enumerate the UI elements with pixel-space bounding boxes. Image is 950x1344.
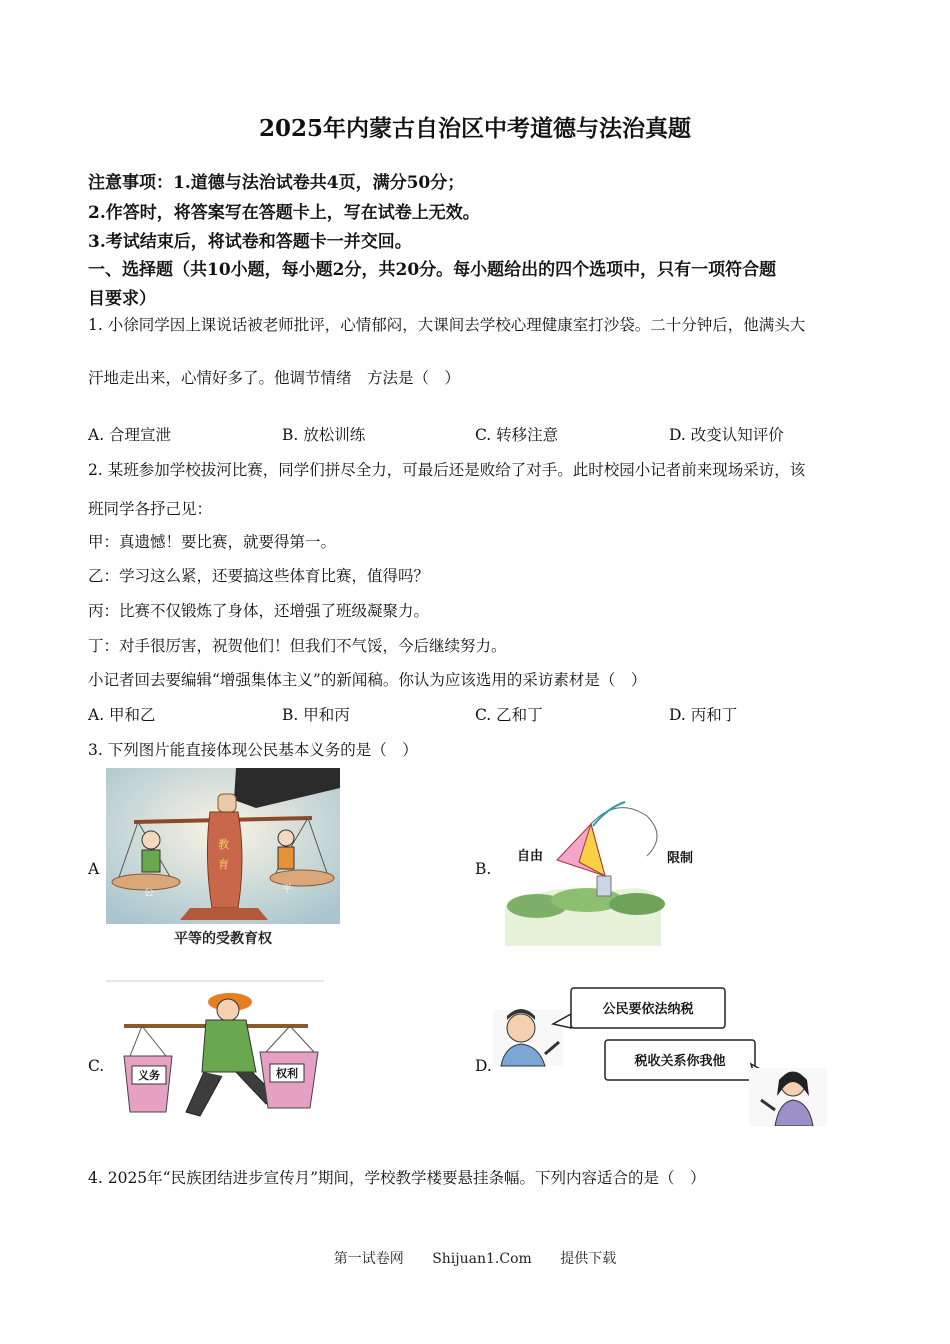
figure-a-word-ping: 平 [282, 884, 292, 895]
figure-b-restriction-label: 限制 [667, 851, 694, 866]
section-header-line2: 目要求） [88, 289, 156, 309]
q2-opinion-bing: 丙：比赛不仅锻炼了身体，还增强了班级凝聚力。 [88, 602, 430, 620]
q2-option-c: C. 乙和丁 [475, 706, 543, 724]
q3-label-a: A [88, 860, 100, 878]
q3-stem: 3. 下列图片能直接体现公民基本义务的是（ ） [88, 741, 418, 759]
figure-a-word-yu: 育 [218, 859, 229, 871]
q2-stem-line2: 班同学各抒己见： [88, 500, 213, 518]
figure-b-freedom-label: 自由 [517, 849, 544, 864]
note-1: 注意事项：1.道德与法治试卷共4页，满分50分； [88, 173, 465, 193]
q2-option-b: B. 甲和丙 [282, 706, 350, 724]
q2-stem-line1: 2. 某班参加学校拔河比赛，同学们拼尽全力，可最后还是败给了对手。此时校园小记者前来现场采访，该 [88, 461, 806, 479]
footer-download-note: 提供下载 [560, 1251, 617, 1267]
q1-option-c: C. 转移注意 [475, 426, 559, 444]
q1-option-a: A. 合理宣泄 [88, 426, 172, 444]
figure-c-carrying-baskets [106, 980, 324, 1128]
footer-site-url[interactable]: Shijuan1.Com [432, 1251, 532, 1267]
page-title: 2025年内蒙古自治区中考道德与法治真题 [258, 115, 691, 142]
q1-option-b: B. 放松训练 [282, 426, 366, 444]
figure-a-word-jiao: 教 [218, 839, 229, 851]
figure-c-obligation-label: 义务 [138, 1069, 160, 1082]
q2-option-a: A. 甲和乙 [88, 706, 156, 724]
q4-stem: 4. 2025年“民族团结进步宣传月”期间，学校教学楼要悬挂条幅。下列内容适合的是（ ） [88, 1169, 706, 1187]
figure-d-bubble-1-text: 公民要依法纳税 [602, 1002, 694, 1017]
q2-opinion-jia: 甲：真遗憾！要比赛，就要得第一。 [88, 533, 337, 551]
q3-label-b: B. [475, 860, 492, 878]
section-header-line1: 一、选择题（共10小题，每小题2分，共20分。每小题给出的四个选项中，只有一项符合题 [88, 260, 777, 280]
q3-label-c: C. [88, 1057, 105, 1075]
q3-label-d: D. [475, 1057, 492, 1075]
note-2: 2.作答时，将答案写在答题卡上，写在试卷上无效。 [88, 203, 480, 223]
figure-d-tax-dialogue [493, 984, 833, 1126]
footer-site-name: 第一试卷网 [333, 1251, 404, 1267]
q2-opinion-ding: 丁：对手很厉害，祝贺他们！但我们不气馁，今后继续努力。 [88, 637, 507, 655]
q1-option-d: D. 改变认知评价 [669, 426, 784, 444]
figure-b-kite [497, 796, 707, 946]
q1-stem-line2: 汗地走出来，心情好多了。他调节情绪 方法是（ ） [88, 369, 461, 387]
q2-opinion-yi: 乙：学习这么紧，还要搞这些体育比赛，值得吗？ [88, 567, 430, 585]
q1-stem-line1: 1. 小徐同学因上课说话被老师批评，心情郁闷，大课间去学校心理健康室打沙袋。二十分钟后，他满头大 [88, 316, 806, 334]
page-footer [0, 1248, 950, 1268]
q2-prompt: 小记者回去要编辑“增强集体主义”的新闻稿。你认为应该选用的采访素材是（ ） [88, 671, 647, 689]
figure-a-caption: 平等的受教育权 [174, 931, 272, 947]
figure-a-word-gong: 公 [144, 888, 154, 899]
note-3: 3.考试结束后，将试卷和答题卡一并交回。 [88, 232, 412, 252]
figure-c-rights-label: 权利 [276, 1067, 298, 1080]
q2-option-d: D. 丙和丁 [669, 706, 738, 724]
figure-a-education-scale [106, 768, 340, 952]
figure-d-bubble-2-text: 税收关系你我他 [634, 1054, 726, 1069]
